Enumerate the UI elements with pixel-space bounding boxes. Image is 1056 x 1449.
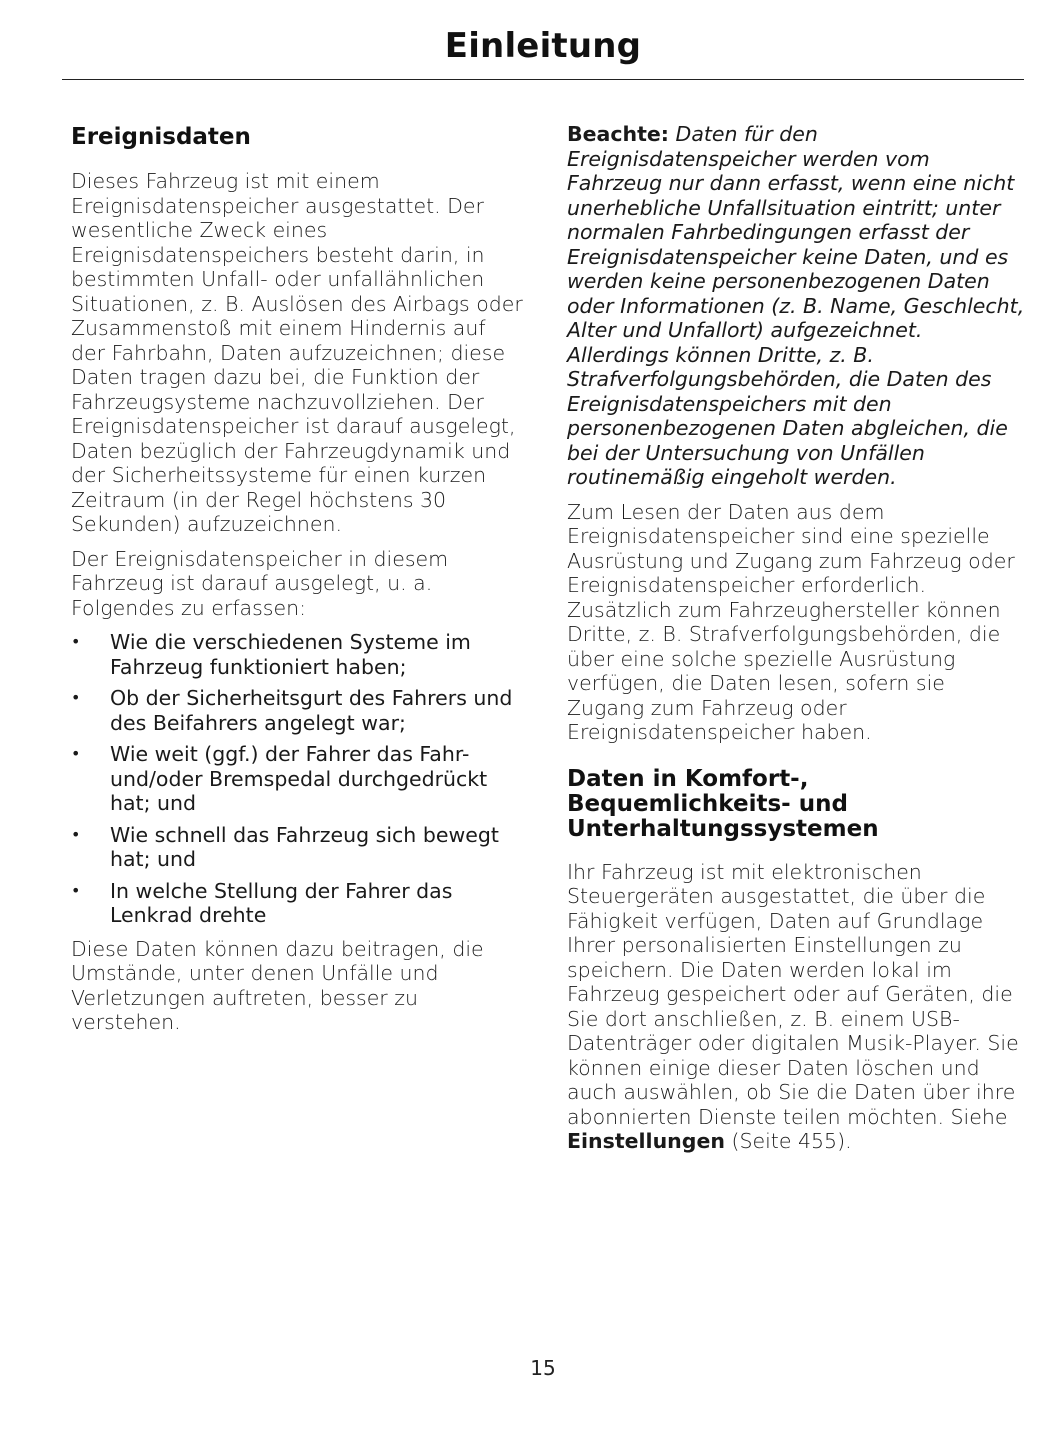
bullet-icon: • <box>71 880 81 900</box>
section-heading-ereignisdaten: Ereignisdaten <box>71 124 251 150</box>
paragraph-intro: Dieses Fahrzeug ist mit einem Ereignisdatenspeicher ausgestattet. Der wesentliche Zweck eines Ereignisdatenspeichers besteht darin, in bestimmten Unfall- oder unfallähnlichen Situationen, z. B. Auslösen des Airbags oder Zusammenstoß mit einem Hindernis auf der Fahrbahn, Daten aufzuzeichnen; diese Daten tragen dazu bei, die Funktion der Fahrzeugsysteme nachzuvollziehen. Der Ereignisdatenspeicher ist darauf ausgelegt, Daten bezüglich der Fahrzeugdynamik und der Sicherheitssysteme für einen kurzen Zeitraum (in der Regel höchstens 30 Sekunden) aufzuzeichnen. <box>71 169 523 536</box>
paragraph-comfort-data: Ihr Fahrzeug ist mit elektronischen Steuergeräten ausgestattet, die über die Fähigkeit verfügen, Daten auf Grundlage Ihrer personalisierten Einstellungen zu speichern. Die Daten werden lokal im Fahrzeug gespeichert oder auf Geräten, die Sie dort anschließen, z. B. einem USB-Datenträger oder digitalen Musik-Player. Sie können einige dieser Daten löschen und auch auswählen, ob Sie die Daten über ihre abonnierten Dienste teilen möchten. Siehe Einstellungen (Seite 455). <box>567 859 1019 1153</box>
list-item: • Wie die verschiedenen Systeme im Fahrzeug funktioniert haben; <box>71 630 471 679</box>
bullet-icon: • <box>71 744 81 763</box>
recorded-data-list <box>71 630 526 928</box>
page-number: 15 <box>530 1356 556 1380</box>
right-column <box>567 122 1027 1164</box>
bullet-icon: • <box>71 824 81 844</box>
header-rule <box>62 79 1024 80</box>
page-reference: (Seite 455). <box>731 1129 852 1153</box>
list-item: • Wie schnell das Fahrzeug sich bewegt hat; und <box>71 822 499 871</box>
list-item: • In welche Stellung der Fahrer das Lenkrad drehte <box>71 878 453 927</box>
note-label: Beachte: <box>567 122 670 146</box>
settings-reference-link[interactable]: Einstellungen <box>567 1129 725 1153</box>
list-item: • Wie weit (ggf.) der Fahrer das Fahr- und/oder Bremspedal durchgedrückt hat; und <box>71 742 488 815</box>
note-paragraph <box>567 122 1027 490</box>
list-item: • Ob der Sicherheitsgurt des Fahrers und des Beifahrers angelegt war; <box>71 686 513 735</box>
paragraph-data-access: Zum Lesen der Daten aus dem Ereignisdatenspeicher sind eine spezielle Ausrüstung und Zugang zum Fahrzeug oder Ereignisdatenspeicher erforderlich. Zusätzlich zum Fahrzeughersteller können Dritte, z. B. Strafverfolgungsbehörden, die über eine solche spezielle Ausrüstung verfügen, die Daten lesen, sofern sie Zugang zum Fahrzeug oder Ereignisdatenspeicher haben. <box>567 499 1015 744</box>
bullet-icon: • <box>71 688 81 707</box>
section-heading-komfort: Daten in Komfort-, Bequemlichkeits- und Unterhaltungssystemen <box>567 765 879 842</box>
left-column <box>71 122 526 1045</box>
paragraph-purpose: Diese Daten können dazu beitragen, die Umstände, unter denen Unfälle und Verletzungen auftreten, besser zu verstehen. <box>71 936 484 1034</box>
bullet-icon: • <box>71 632 81 651</box>
paragraph-recording-scope: Der Ereignisdatenspeicher in diesem Fahrzeug ist darauf ausgelegt, u. a. Folgendes zu erfassen: <box>71 546 449 620</box>
page-title: Einleitung <box>444 26 642 66</box>
note-text: Daten für den Ereignisdatenspeicher werden vom Fahrzeug nur dann erfasst, wenn eine nicht unerhebliche Unfallsituation eintritt; unter normalen Fahrbedingungen erfasst der Ereignisdatenspeicher keine Daten, und es werden keine personenbezogenen Daten oder Informationen (z. B. Name, Geschlecht, Alter und Unfallort) aufgezeichnet. Allerdings können Dritte, z. B. Strafverfolgungsbehörden, die Daten des Ereignisdatenspeichers mit den personenbezogenen Daten abgleichen, die bei der Untersuchung von Unfällen routinemäßig eingeholt werden. <box>567 122 1025 489</box>
